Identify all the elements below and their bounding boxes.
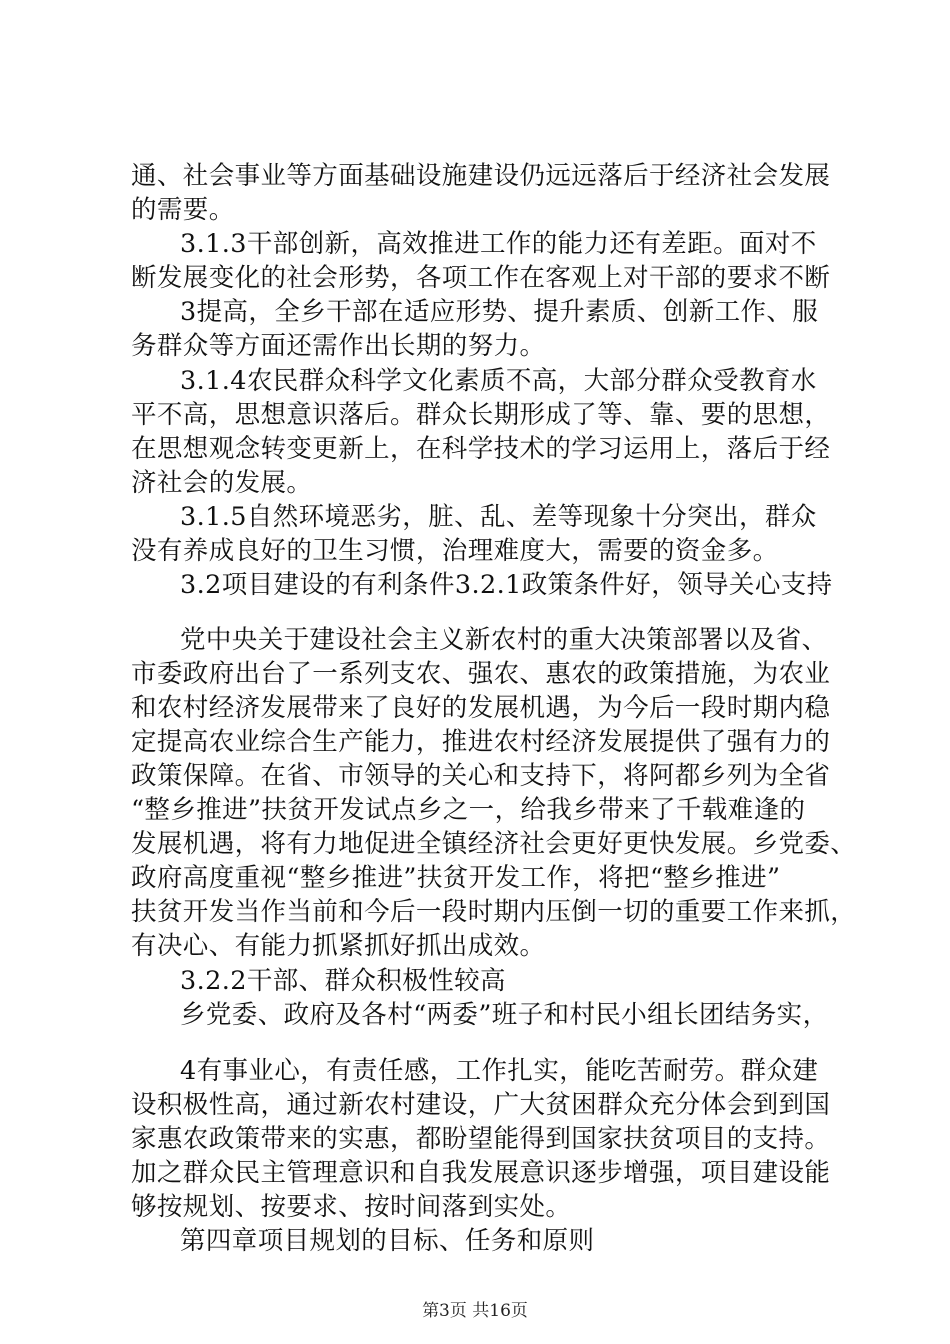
text-line: 定提高农业综合生产能力，推进农村经济发展提供了强有力的 [131, 727, 831, 757]
text-line: 3.1.4农民群众科学文化素质不高，大部分群众受教育水 [180, 366, 817, 396]
text-line: 3.1.5自然环境恶劣，脏、乱、差等现象十分突出，群众 [180, 502, 817, 532]
text-line: 济社会的发展。 [131, 468, 313, 498]
text-line: 家惠农政策带来的实惠，都盼望能得到国家扶贫项目的支持。 [131, 1124, 831, 1154]
text-line: 和农村经济发展带来了良好的发展机遇，为今后一段时期内稳 [131, 693, 831, 723]
text-line: “整乡推进”扶贫开发试点乡之一，给我乡带来了千载难逢的 [131, 795, 806, 825]
text-line: 发展机遇，将有力地促进全镇经济社会更好更快发展。乡党委、 [131, 829, 857, 859]
text-line: 的需要。 [131, 195, 235, 225]
text-line: 设积极性高，通过新农村建设，广大贫困群众充分体会到到国 [131, 1090, 831, 1120]
section-heading: 3.2.2干部、群众积极性较高 [180, 966, 506, 996]
page-number-footer: 第3页 共16页 [422, 1301, 528, 1321]
text-line: 加之群众民主管理意识和自我发展意识逐步增强，项目建设能 [131, 1158, 831, 1188]
text-line: 在思想观念转变更新上，在科学技术的学习运用上，落后于经 [131, 434, 831, 464]
text-line: 没有养成良好的卫生习惯，治理难度大，需要的资金多。 [131, 536, 779, 566]
text-line: 扶贫开发当作当前和今后一段时期内压倒一切的重要工作来抓， [131, 897, 857, 927]
text-line: 平不高，思想意识落后。群众长期形成了等、靠、要的思想， [131, 400, 831, 430]
text-line: 3.1.3干部创新，高效推进工作的能力还有差距。面对不 [180, 229, 817, 259]
text-line: 3提高，全乡干部在适应形势、提升素质、创新工作、服 [180, 297, 819, 327]
text-line: 够按规划、按要求、按时间落到实处。 [131, 1192, 572, 1222]
section-heading: 3.2项目建设的有利条件3.2.1政策条件好，领导关心支持 [180, 570, 833, 600]
text-line: 政府高度重视“整乡推进”扶贫开发工作，将把“整乡推进” [131, 863, 781, 893]
chapter-heading: 第四章项目规划的目标、任务和原则 [180, 1226, 595, 1256]
text-line: 乡党委、政府及各村“两委”班子和村民小组长团结务实， [180, 1000, 829, 1030]
text-line: 通、社会事业等方面基础设施建设仍远远落后于经济社会发展 [131, 161, 831, 191]
text-line: 务群众等方面还需作出长期的努力。 [131, 331, 546, 361]
text-line: 断发展变化的社会形势，各项工作在客观上对干部的要求不断 [131, 263, 831, 293]
text-line: 党中央关于建设社会主义新农村的重大决策部署以及省、 [180, 625, 828, 655]
text-line: 有决心、有能力抓紧抓好抓出成效。 [131, 931, 546, 961]
text-line: 4有事业心，有责任感，工作扎实，能吃苦耐劳。群众建 [180, 1056, 819, 1086]
text-line: 政策保障。在省、市领导的关心和支持下，将阿都乡列为全省 [131, 761, 831, 791]
text-line: 市委政府出台了一系列支农、强农、惠农的政策措施，为农业 [131, 659, 831, 689]
